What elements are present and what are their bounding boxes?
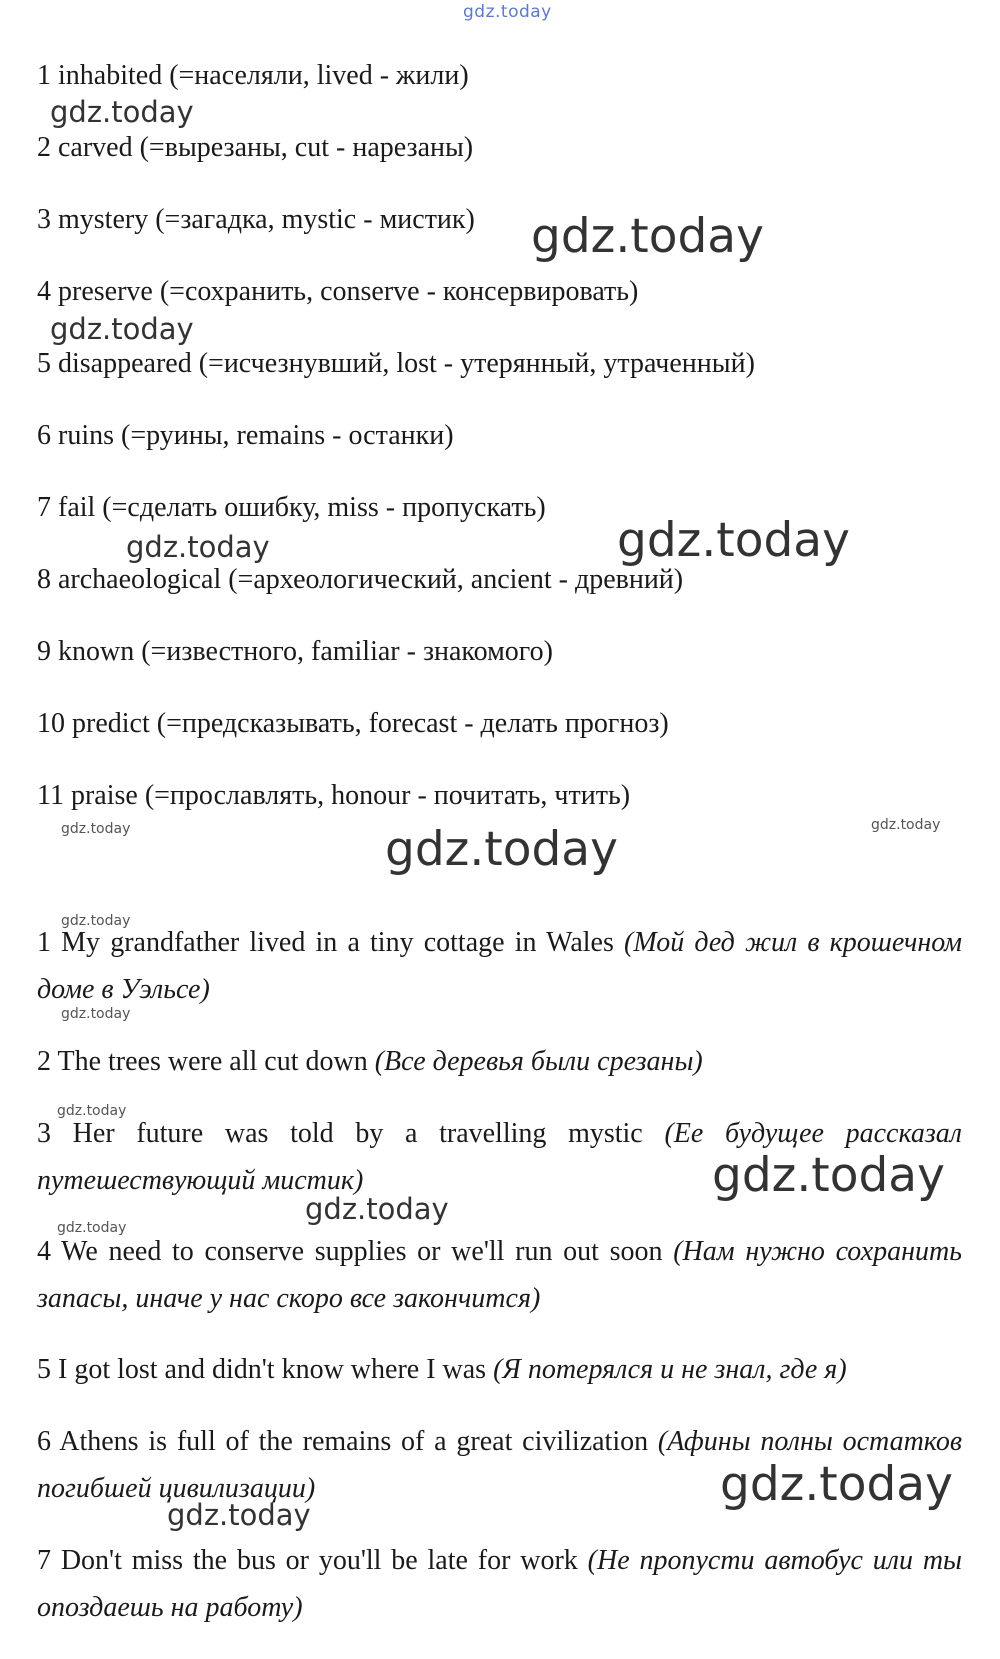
sentence-text: 4 We need to conserve supplies or we'll run out soon — [37, 1236, 663, 1267]
sentence-item — [37, 1537, 962, 1631]
sentence-item — [37, 1038, 962, 1085]
watermark: gdz.today — [126, 530, 270, 564]
watermark: gdz.today — [50, 312, 194, 346]
watermark: gdz.today — [305, 1192, 449, 1226]
watermark: gdz.today — [712, 1148, 945, 1203]
watermark: gdz.today — [57, 1103, 127, 1119]
sentence-text: 6 Athens is full of the remains of a great civilization — [37, 1426, 649, 1457]
sentence-translation: (Афины полны остатков погибшей цивилизации) — [37, 1426, 962, 1504]
sentence-text: 1 My grandfather lived in a tiny cottage in Wales — [37, 927, 614, 958]
watermark: gdz.today — [50, 95, 194, 129]
vocab-item: 6 ruins (=руины, remains - останки) — [37, 420, 454, 451]
sentence-text: 2 The trees were all cut down — [37, 1046, 368, 1077]
vocab-item: 2 carved (=вырезаны, cut - нарезаны) — [37, 132, 474, 163]
vocab-item: 4 preserve (=сохранить, conserve - консервировать) — [37, 276, 639, 307]
watermark: gdz.today — [385, 822, 618, 877]
sentence-translation: (Нам нужно сохранить запасы, иначе у нас скоро все закончится) — [37, 1236, 963, 1314]
watermark: gdz.today — [871, 817, 941, 833]
sentence-text: 7 Don't miss the bus or you'll be late for work — [37, 1545, 578, 1576]
watermark: gdz.today — [61, 1006, 131, 1022]
watermark: gdz.today — [57, 1220, 127, 1236]
watermark: gdz.today — [531, 209, 764, 264]
sentence-item — [37, 1346, 962, 1393]
sentence-translation: (Я потерялся и не знал, где я) — [493, 1354, 847, 1385]
vocab-item: 9 known (=известного, familiar - знакомого) — [37, 636, 553, 667]
sentence-translation: (Мой дед жил в крошечном доме в Уэльсе) — [37, 927, 963, 1005]
sentence-translation: (Все деревья были срезаны) — [374, 1046, 703, 1077]
watermark: gdz.today — [617, 513, 850, 568]
vocab-item: 7 fail (=сделать ошибку, miss - пропускать) — [37, 492, 546, 523]
sentence-text: 3 Her future was told by a travelling mystic — [37, 1118, 643, 1149]
watermark-top: gdz.today — [463, 2, 552, 22]
sentence-translation: (Не пропусти автобус или ты опоздаешь на работу) — [37, 1545, 963, 1623]
sentence-item — [37, 1228, 962, 1322]
vocab-item: 5 disappeared (=исчезнувший, lost - утерянный, утраченный) — [37, 348, 755, 379]
vocab-item: 3 mystery (=загадка, mystic - мистик) — [37, 204, 475, 235]
vocab-item: 11 praise (=прославлять, honour - почитать, чтить) — [37, 780, 631, 811]
vocab-item: 1 inhabited (=населяли, lived - жили) — [37, 60, 469, 91]
vocab-item: 10 predict (=предсказывать, forecast - делать прогноз) — [37, 708, 669, 739]
watermark: gdz.today — [61, 821, 131, 837]
sentence-text: 5 I got lost and didn't know where I was — [37, 1354, 487, 1385]
sentence-translation: (Ее будущее рассказал путешествующий мистик) — [37, 1118, 963, 1196]
watermark: gdz.today — [167, 1498, 311, 1532]
sentence-item — [37, 919, 962, 1013]
vocab-item: 8 archaeological (=археологический, ancient - древний) — [37, 564, 684, 595]
watermark: gdz.today — [61, 913, 131, 929]
watermark: gdz.today — [720, 1457, 953, 1512]
